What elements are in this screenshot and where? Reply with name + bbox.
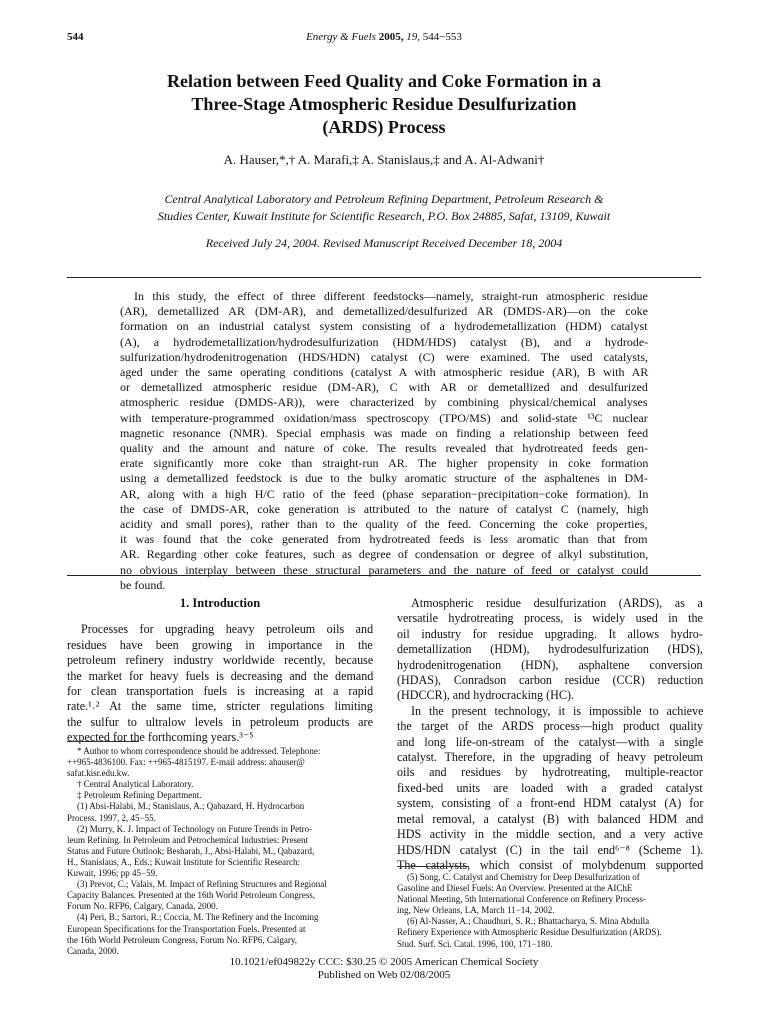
footnote-line: ‡ Petroleum Refining Department. [77,790,202,801]
introduction-paragraph [67,622,373,745]
footnote-line: * Author to whom correspondence should be addressed. Telephone: [77,746,321,756]
footnotes-left [67,746,373,957]
title-line: (ARDS) Process [322,117,446,137]
footnote-line: leum Refining. In Petroleum and Petrochemical Industries: Present [67,834,308,845]
footer-doi-copyright: 10.1021/ef049822y CCC: $30.25 © 2005 American Chemical Society [229,956,539,968]
abstract-bottom-rule [67,575,701,576]
body-text-line: demetallization (HDM), hydrodesulfurization (HDS), [397,642,703,657]
body-text-line: Atmospheric residue desulfurization (ARDS), as a [411,596,703,610]
body-text-line: Processes for upgrading heavy petroleum oils and [81,622,374,637]
footnote-line: (3) Prevot, C.; Valais, M. Impact of Refining Structures and Regional [77,879,327,890]
abstract-line: erate significantly more coke than straight-run AR. The higher propensity in coke formation [120,456,649,471]
title-line: Relation between Feed Quality and Coke Formation in a [167,71,601,91]
footnote-line: Forum No. RFP6, Calgary, Canada, 2000. [67,901,218,912]
abstract-line: using a demetallized feedstock is due to the bulky aromatic structure of the asphaltenes in DM- [120,471,648,486]
footnote-line: (1) Absi-Halabi, M.; Stanislaus, A.; Qabazard, H. Hydrocarbon [77,801,305,812]
footnote-line: European Specifications for the Transportation Fuels. Presented at [67,923,306,934]
body-text-line: (HDCCR), and hydrocracking (HC). [397,688,575,703]
abstract-line: sulfurization/hydrodenitrogenation (HDS/HDN) catalyst (C) were examined. The used catalysts, [120,349,648,364]
abstract-line: with temperature-programmed oxidation/mass spectroscopy (TPO/MS) and solid-state ¹³C nuclear [120,410,648,425]
body-text-line: HDS activity in the middle section, and a very active [397,827,703,842]
footnote-line: (6) Al-Nasser, A.; Chaudhuri, S. R.; Bhattacharya, S. Mina Abdulla [407,916,650,927]
body-text-line: versatile hydrotreating process, is widely used in the [397,611,703,626]
author-list: A. Hauser,*,† A. Marafi,‡ A. Stanislaus,‡ and A. Al-Adwani† [223,152,545,167]
footnote-line: National Meeting, 5th International Conference on Refinery Process- [397,894,646,905]
body-text-line: the target of the ARDS process—high product quality [397,719,704,734]
journal-year: 2005, [378,31,404,43]
footnote-line: (5) Song, C. Catalyst and Chemistry for Deep Desulfurization of [407,872,640,882]
journal-volume: 19, [406,31,420,43]
journal-name: Energy & Fuels [306,31,376,43]
body-text-line: catalyst. Therefore, in the upgrading of heavy petroleum [397,750,703,765]
footnote-rule [397,866,469,867]
abstract-line: acidity and small pores), rather than to the quality of the feed. Concerning the coke properties, [120,517,648,532]
footnote-line: (4) Peri, B.; Sartori, R.; Coccia, M. The Refinery and the Incoming [77,912,319,923]
right-column [397,596,703,873]
body-text-line: fixed-bed units are loaded with a graded catalyst [397,780,703,795]
body-text-line: system, consisting of a front-end HDM catalyst (A) for [397,796,704,811]
body-text-line: The catalysts, which consist of molybdenum supported [397,857,704,872]
body-text-line: residues have been growing in importance in the [67,637,373,652]
left-column [67,596,373,746]
abstract-top-rule [67,277,701,278]
abstract-line: atmospheric residue (DMDS-AR)), were characterized by combining physical/chemical analyses [120,395,648,410]
footnote-line: H., Stanislaus, A., Eds.; Kuwait Institute for Scientific Research: [67,856,300,867]
body-text-line: hydrodenitrogenation (HDN), asphaltene conversion [397,657,703,672]
body-text-line: (HDAS), Conradson carbon residue (CCR) reduction [397,673,704,688]
body-text-line: the sulfur to ultralow levels in petroleum products are [67,714,373,729]
body-text-line: In the present technology, it is impossible to achieve [411,703,704,718]
abstract-line: or demetallized atmospheric residue (DM-AR), C with AR or demetallized and desulfurized [120,380,648,395]
body-text-line: oils and residues by hydrotreating, multiple-reactor [397,765,703,780]
affiliation-line: Studies Center, Kuwait Institute for Scientific Research, P.O. Box 24885, Safat, 13109, Kuwait [157,209,611,223]
footnote-rule [67,741,139,742]
abstract-line: (AR), demetallized AR (DM-AR), and demetallized/desulfurized AR (DMDS-AR)—on the coke [120,304,648,319]
footnote-line: ++965-4836100. Fax: ++965-4815197. E-mail address: ahauser@ [67,757,305,768]
footnote-line: Gasoline and Diesel Fuels: An Overview. Presented at the AIChE [397,883,633,894]
body-text-line: rate.¹˒² At the same time, stricter regulations limiting [67,699,373,714]
body-text-line: HDS/HDN catalyst (C) in the tail end⁶⁻⁸ (Scheme 1). [397,842,704,857]
abstract-line: AR. Regarding other coke features, such as degree of condensation or degree of alkyl substitution, [120,547,649,562]
footnote-line: the 16th World Petroleum Congress, Forum No. RFP6, Calgary, [67,934,298,945]
abstract-line: formation on an industrial catalyst system consisting of a hydrodemetallization (HDM) catalyst [120,319,648,334]
abstract-line: the case of DMDS-AR, coke generation is attributed to the nature of catalyst C (namely, high [120,501,649,516]
footnote-line: Capacity Balances. Presented at the 16th World Petroleum Congress, [67,890,316,901]
abstract-line: quality and the amount and nature of coke. The results revealed that hydrotreated feeds gen- [120,441,648,456]
title-line: Three-Stage Atmospheric Residue Desulfurization [191,94,577,114]
affiliation-line: Central Analytical Laboratory and Petroleum Refining Department, Petroleum Research & [164,192,604,206]
footnote-line: Refinery Experience with Atmospheric Residue Desulfurization (ARDS). [397,927,662,938]
footnote-line: safat.kisr.edu.kw. [67,768,130,779]
footnote-line: (2) Murry, K. J. Impact of Technology on Future Trends in Petro- [77,823,313,834]
footnote-line: Canada, 2000. [67,945,119,956]
section-heading: 1. Introduction [179,596,261,610]
affiliation [80,191,688,225]
abstract-line: In this study, the effect of three different feedstocks—namely, straight-run atmospheric residue [134,289,648,303]
abstract-line: it was found that the coke generated from hydrotreated feeds is less aromatic than that from [120,532,648,547]
abstract-line: (A), a hydrodemetallization/hydrodesulfurization (HDM/HDS) catalyst (B), and a hydrode- [120,334,649,349]
journal-citation [0,31,768,43]
body-text-line: the market for heavy fuels is decreasing and the demand [67,668,374,683]
footnote-line: Kuwait, 1996; pp 45−59. [67,868,158,879]
abstract-line: magnetic resonance (NMR). Special emphasis was made on finding a relationship between feed [120,425,649,440]
abstract-line: no obvious interplay between these structural parameters and the nature of feed or catalyst could [120,562,649,577]
abstract-line: be found. [120,577,166,592]
footnote-line: ing, New Orleans, LA, March 11−14, 2002. [397,905,555,916]
footnote-line: Stud. Surf. Sci. Catal. 1996, 100, 171−180. [397,938,553,949]
footnote-line: Process. 1997, 2, 45−55. [67,812,156,823]
received-dates: Received July 24, 2004. Revised Manuscript Received December 18, 2004 [205,236,563,250]
body-text-line: and long life-on-stream of the catalyst—with a single [397,734,704,749]
footer-published-date: Published on Web 02/08/2005 [317,969,451,981]
abstract [120,289,648,593]
body-text-line: for clean transportation fuels is increasing at a rapid [67,684,374,699]
abstract-line: aged under the same operating conditions (catalyst A with atmospheric residue (AR), B with AR [120,365,649,380]
body-text-line: oil industry for residue upgrading. It allows hydro- [397,626,703,641]
article-title [80,70,688,139]
journal-pages: 544−553 [422,31,462,43]
body-text-line: expected for the forthcoming years.³⁻⁵ [67,730,254,745]
footnote-line: Status and Future Outlook; Besharah, J., Absi-Halabi, M., Qabazard, [67,845,315,856]
body-text-line: metal removal, a catalyst (B) with balanced HDM and [397,811,704,826]
abstract-line: AR, along with a high H/C ratio of the feed (phase separation−precipitation−coke formation). In [120,486,649,501]
footnote-line: † Central Analytical Laboratory. [77,779,194,790]
body-text-line: petroleum refinery industry worldwide recently, because [67,653,374,668]
footnotes-right [397,872,703,950]
page-number: 544 [67,31,84,43]
